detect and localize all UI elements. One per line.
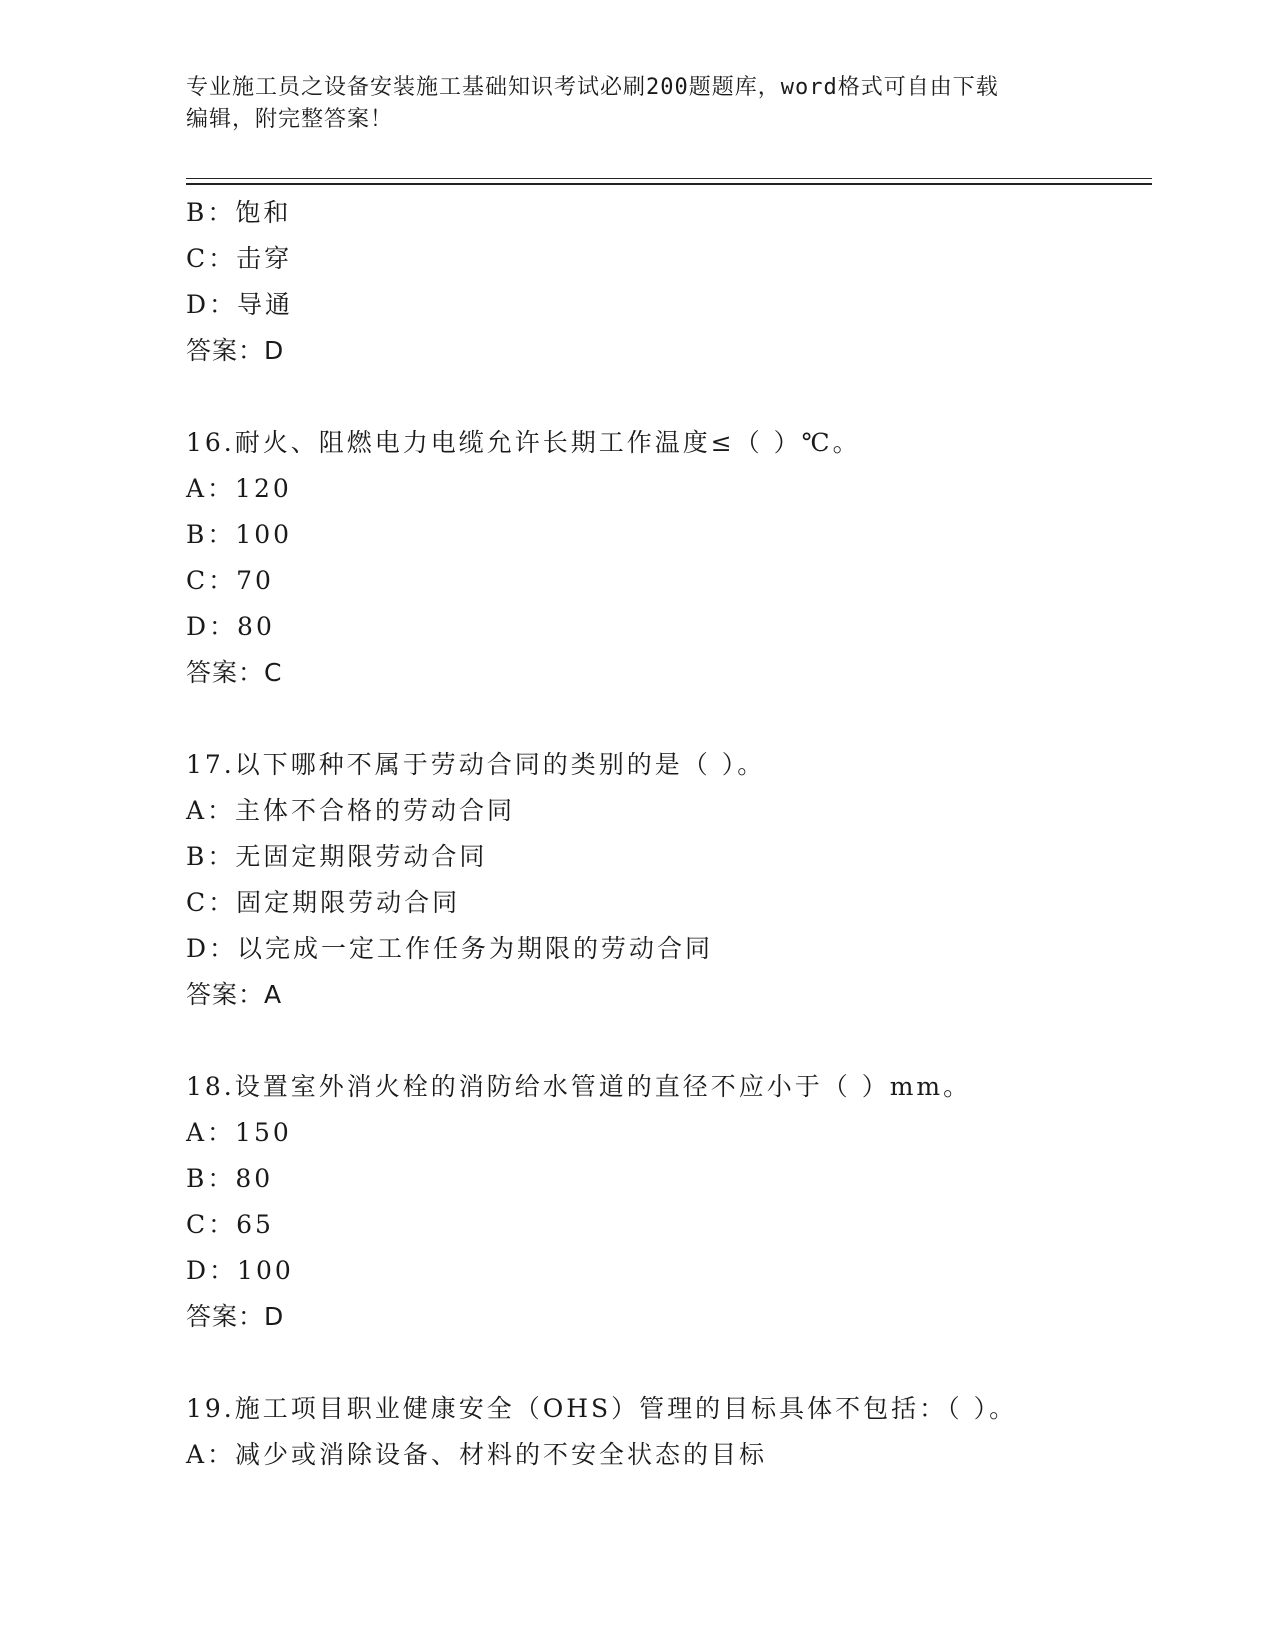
answer-line: 答案：C [186, 658, 283, 687]
option-c: C：65 [186, 1210, 274, 1239]
option-b: B：100 [186, 520, 293, 549]
question-block [186, 190, 1152, 374]
header-divider-thick [186, 183, 1152, 185]
option-c: C：固定期限劳动合同 [186, 888, 461, 917]
question-text: 18.设置室外消火栓的消防给水管道的直径不应小于（ ）mm。 [186, 1072, 972, 1101]
header-divider-thin [186, 178, 1152, 179]
question-block [186, 1064, 1152, 1340]
question-text: 19.施工项目职业健康安全（OHS）管理的目标具体不包括：（ ）。 [186, 1394, 1018, 1423]
option-b: B：饱和 [186, 198, 292, 227]
header-line-2: 编辑，附完整答案！ [186, 107, 394, 132]
question-block [186, 1386, 1152, 1478]
question-block [186, 420, 1152, 696]
option-a: A：减少或消除设备、材料的不安全状态的目标 [186, 1440, 768, 1469]
option-b: B：80 [186, 1164, 274, 1193]
header-line-1: 专业施工员之设备安装施工基础知识考试必刷200题题库，word格式可自由下载 [186, 75, 999, 100]
option-d: D：100 [186, 1256, 294, 1285]
option-a: A：150 [186, 1118, 292, 1147]
option-d: D：导通 [186, 290, 294, 319]
question-text: 17.以下哪种不属于劳动合同的类别的是（ ）。 [186, 750, 766, 779]
answer-line: 答案：A [186, 980, 283, 1009]
option-a: A：主体不合格的劳动合同 [186, 796, 516, 825]
question-text: 16.耐火、阻燃电力电缆允许长期工作温度≤（ ）℃。 [186, 428, 861, 457]
question-list [186, 190, 1152, 1478]
answer-line: 答案：D [186, 336, 285, 365]
option-a: A：120 [186, 474, 292, 503]
answer-line: 答案：D [186, 1302, 285, 1331]
option-d: D：80 [186, 612, 275, 641]
option-c: C：击穿 [186, 244, 293, 273]
question-block [186, 742, 1152, 1018]
option-c: C：70 [186, 566, 274, 595]
document-header [186, 72, 1086, 136]
option-d: D：以完成一定工作任务为期限的劳动合同 [186, 934, 714, 963]
option-b: B：无固定期限劳动合同 [186, 842, 488, 871]
